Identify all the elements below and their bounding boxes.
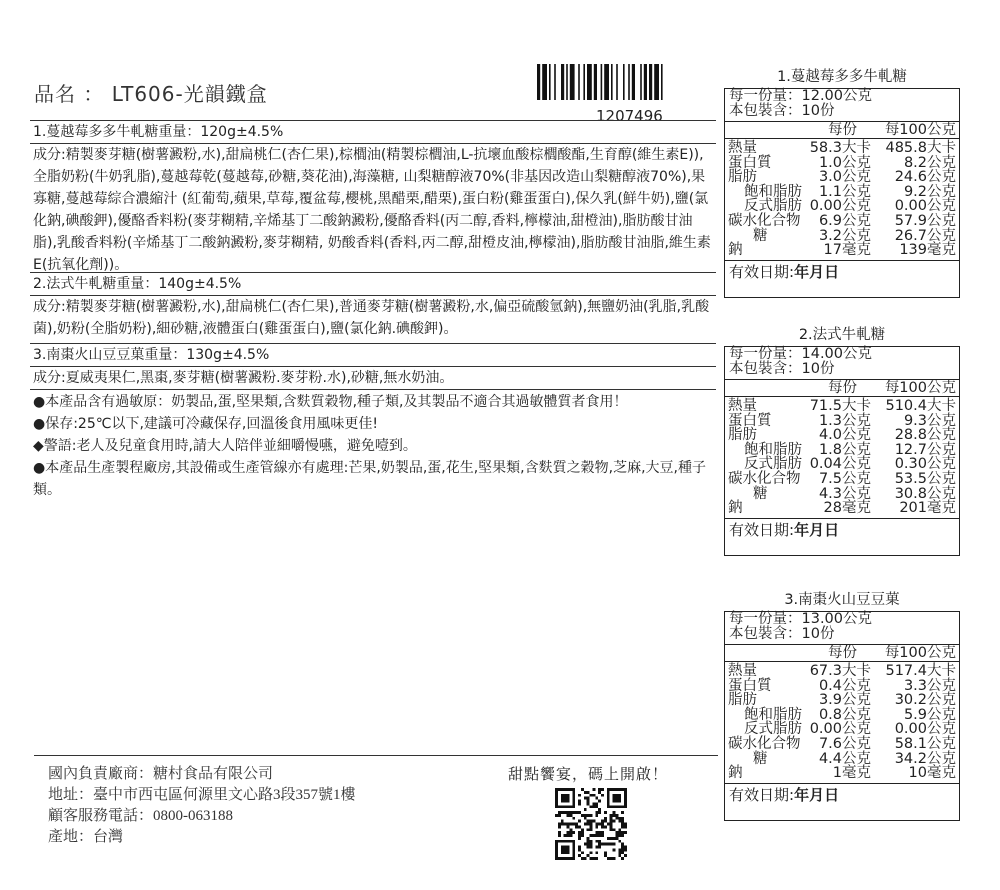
barcode-icon <box>537 64 712 100</box>
servings-per-package: 本包裝含：10份 <box>729 626 835 642</box>
serving-info <box>725 347 959 380</box>
value-per-100g: 3.3公克 <box>903 677 956 694</box>
nutrient-name: 蛋白質 <box>728 677 772 694</box>
value-per-100g: 58.1公克 <box>894 735 956 752</box>
value-per-100g: 5.9公克 <box>903 706 956 723</box>
nutrient-name: 反式脂肪 <box>744 721 802 738</box>
company-name: 國內負責廠商：糖村食品有限公司 <box>48 766 274 782</box>
nutrition-rows <box>725 139 959 260</box>
value-per-serving: 1毫克 <box>832 765 871 782</box>
expiry-date <box>725 260 959 297</box>
value-per-100g: 24.6公克 <box>894 169 956 186</box>
nutrition-row <box>725 722 959 737</box>
nutrition-table <box>724 611 960 821</box>
col-per-serving: 每份 <box>828 380 857 396</box>
value-per-100g: 34.2公克 <box>894 750 956 767</box>
nutrient-name: 熱量 <box>728 398 757 414</box>
ingredient-title: 3.南棗火山豆豆菓重量：130g±4.5% <box>30 344 716 367</box>
nutrition-row <box>725 141 959 156</box>
ingredient-section-1 <box>30 120 716 276</box>
nutrition-row <box>725 487 959 502</box>
nutrition-panel-3 <box>724 589 960 821</box>
value-per-serving: 1.1公克 <box>818 183 871 200</box>
nutrition-caption: 2.法式牛軋糖 <box>798 327 886 343</box>
expiry-label: 有效日期: <box>729 262 795 281</box>
nutrition-row <box>725 752 959 767</box>
nutrient-name: 蛋白質 <box>728 412 772 429</box>
servings-per-package: 本包裝含：10份 <box>729 361 835 377</box>
nutrition-panel-1 <box>724 66 960 298</box>
value-per-serving: 4.0公克 <box>818 427 871 444</box>
value-per-100g: 28.8公克 <box>894 427 956 444</box>
nutrient-name: 碳水化合物 <box>728 735 801 752</box>
nutrition-panel-2 <box>724 324 960 556</box>
nutrition-row <box>725 472 959 487</box>
ingredient-title: 1.蔓越莓多多牛軋糖重量：120g±4.5% <box>30 121 716 144</box>
value-per-serving: 1.3公克 <box>818 412 871 429</box>
expiry-value: 年月日 <box>794 785 840 804</box>
serving-info <box>725 89 959 122</box>
nutrient-name: 鈉 <box>728 242 743 259</box>
nutrient-name: 飽和脂肪 <box>744 706 802 723</box>
nutrition-row <box>725 229 959 244</box>
nutrition-row <box>725 170 959 185</box>
nutrition-row <box>725 664 959 679</box>
expiry-value: 年月日 <box>794 262 840 281</box>
facility-warning: ●本產品生產製程廠房,其設備或生產管線亦有處理:芒果,奶製品,蛋,花生,堅果類,含麩質之穀物,芝麻,大豆,種子類。 <box>33 460 706 498</box>
nutrition-row <box>725 693 959 708</box>
nutrient-name: 鈉 <box>728 500 743 517</box>
nutrient-name: 蛋白質 <box>728 154 772 171</box>
nutrition-table <box>724 88 960 298</box>
value-per-100g: 26.7公克 <box>894 227 956 244</box>
col-per-serving: 每份 <box>828 122 857 138</box>
value-per-serving: 67.3大卡 <box>809 663 871 679</box>
value-per-serving: 7.5公克 <box>818 470 871 487</box>
nutrient-name: 熱量 <box>728 663 757 679</box>
value-per-serving: 0.04公克 <box>809 456 871 473</box>
value-per-100g: 0.30公克 <box>894 456 956 473</box>
value-per-100g: 8.2公克 <box>903 154 956 171</box>
value-per-100g: 57.9公克 <box>894 212 956 229</box>
value-per-100g: 139毫克 <box>899 242 956 259</box>
value-per-serving: 0.00公克 <box>809 721 871 738</box>
nutrition-caption: 3.南棗火山豆豆菓 <box>784 592 900 608</box>
ingredient-body: 成分:精製麥芽糖(樹薯澱粉,水),甜扁桃仁(杏仁果),普通麥芽糖(樹薯澱粉,水,偏亞硫酸氫鈉),無鹽奶油(乳脂,乳酸菌),奶粉(全脂奶粉),細砂糖,液體蛋白(雞蛋蛋白),鹽(氯化鈉.碘酸鉀)。 <box>33 299 710 337</box>
value-per-100g: 9.3公克 <box>903 412 956 429</box>
value-per-serving: 1.0公克 <box>818 154 871 171</box>
col-per-serving: 每份 <box>828 645 857 661</box>
nutrition-row <box>725 737 959 752</box>
value-per-100g: 30.2公克 <box>894 692 956 709</box>
value-per-serving: 3.0公克 <box>818 169 871 186</box>
expiry-date <box>725 518 959 555</box>
value-per-100g: 0.00公克 <box>894 721 956 738</box>
company-origin: 產地：台灣 <box>48 829 124 845</box>
value-per-100g: 30.8公克 <box>894 485 956 502</box>
value-per-serving: 58.3大卡 <box>809 140 871 156</box>
choking-warning: ◆警語:老人及兒童食用時,請大人陪伴並細嚼慢嚥，避免噎到。 <box>33 438 417 454</box>
value-per-serving: 4.3公克 <box>818 485 871 502</box>
value-per-100g: 485.8大卡 <box>885 140 956 156</box>
serving-size: 每一份量：13.00公克 <box>729 611 873 627</box>
nutrient-name: 脂肪 <box>728 692 757 709</box>
servings-per-package: 本包裝含：10份 <box>729 103 835 119</box>
storage-note: ●保存:25℃以下,建議可冷藏保存,回溫後食用風味更佳! <box>33 416 378 432</box>
nutrient-name: 脂肪 <box>728 169 757 186</box>
nutrition-row <box>725 414 959 429</box>
product-name: 品名 ： LT606-光韻鐵盒 <box>34 82 268 106</box>
value-per-serving: 1.8公克 <box>818 441 871 458</box>
nutrient-name: 飽和脂肪 <box>744 183 802 200</box>
value-per-100g: 517.4大卡 <box>885 663 956 679</box>
nutrition-caption: 1.蔓越莓多多牛軋糖 <box>777 69 907 85</box>
nutrition-row <box>725 766 959 781</box>
value-per-serving: 7.6公克 <box>818 735 871 752</box>
nutrient-name: 糖 <box>753 750 768 767</box>
nutrition-row <box>725 399 959 414</box>
value-per-serving: 3.9公克 <box>818 692 871 709</box>
nutrition-row <box>725 156 959 171</box>
value-per-serving: 0.8公克 <box>818 706 871 723</box>
ingredient-body: 成分:夏威夷果仁,黑棗,麥芽糖(樹薯澱粉.麥芽粉.水),砂糖,無水奶油。 <box>33 370 454 386</box>
nutrient-name: 糖 <box>753 485 768 502</box>
nutrition-rows <box>725 662 959 783</box>
nutrition-rows <box>725 397 959 518</box>
value-per-serving: 6.9公克 <box>818 212 871 229</box>
value-per-serving: 17毫克 <box>823 242 871 259</box>
nutrition-row <box>725 199 959 214</box>
expiry-date <box>725 783 959 820</box>
value-per-100g: 0.00公克 <box>894 198 956 215</box>
value-per-100g: 12.7公克 <box>894 441 956 458</box>
nutrient-name: 碳水化合物 <box>728 212 801 229</box>
value-per-100g: 201毫克 <box>899 500 956 517</box>
expiry-label: 有效日期: <box>729 785 795 804</box>
ingredient-section-2 <box>30 272 716 340</box>
value-per-serving: 71.5大卡 <box>809 398 871 414</box>
nutrition-table <box>724 346 960 556</box>
nutrition-row <box>725 428 959 443</box>
nutrient-name: 脂肪 <box>728 427 757 444</box>
col-per-100g: 每100公克 <box>884 380 956 396</box>
nutrition-header <box>725 122 959 139</box>
nutrient-name: 熱量 <box>728 140 757 156</box>
nutrition-header <box>725 380 959 397</box>
value-per-100g: 53.5公克 <box>894 470 956 487</box>
nutrition-row <box>725 679 959 694</box>
expiry-value: 年月日 <box>794 520 840 539</box>
value-per-serving: 0.00公克 <box>809 198 871 215</box>
qr-code-icon[interactable] <box>555 788 627 860</box>
serving-size: 每一份量：12.00公克 <box>729 88 873 104</box>
value-per-serving: 28毫克 <box>823 500 871 517</box>
value-per-100g: 9.2公克 <box>903 183 956 200</box>
nutrient-name: 碳水化合物 <box>728 470 801 487</box>
nutrition-row <box>725 243 959 258</box>
barcode-number: 1207496 <box>596 107 663 125</box>
value-per-serving: 0.4公克 <box>818 677 871 694</box>
value-per-100g: 10毫克 <box>908 765 956 782</box>
ingredient-section-3 <box>30 343 716 390</box>
ingredient-title: 2.法式牛軋糖重量：140g±4.5% <box>30 273 716 296</box>
nutrient-name: 反式脂肪 <box>744 456 802 473</box>
nutrition-row <box>725 501 959 516</box>
expiry-label: 有效日期: <box>729 520 795 539</box>
nutrition-row <box>725 457 959 472</box>
col-per-100g: 每100公克 <box>884 122 956 138</box>
slogan: 甜點饗宴，碼上開啟！ <box>508 765 669 783</box>
value-per-serving: 3.2公克 <box>818 227 871 244</box>
nutrient-name: 糖 <box>753 227 768 244</box>
value-per-serving: 4.4公克 <box>818 750 871 767</box>
company-address: 地址：臺中市西屯區何源里文心路3段357號1樓 <box>48 787 356 803</box>
allergen-warning: ●本產品含有過敏原：奶製品,蛋,堅果類,含麩質穀物,種子類,及其製品不適合其過敏體質者食用！ <box>33 394 628 410</box>
nutrition-row <box>725 214 959 229</box>
ingredient-body: 成分:精製麥芽糖(樹薯澱粉,水),甜扁桃仁(杏仁果),棕櫚油(精製棕櫚油,L-抗壞血酸棕櫚酸酯,生育醇(維生素E)),全脂奶粉(牛奶乳脂),蔓越莓乾(蔓越莓,砂糖,葵花油),海藻糖, 山梨糖醇液70%(非基因改造山梨糖醇液70%),果寡糖,蔓越莓綜合濃縮汁 (紅葡萄,蘋果,草莓,覆盆莓,櫻桃,黑醋栗,醋栗),蛋白粉(雞蛋蛋白),保久乳(鮮牛奶),鹽(氯化鈉,碘酸鉀),優酪香料粉(麥芽糊精,辛烯基丁二酸鈉澱粉,優酪香料(丙二醇,香料,檸檬油,甜橙油),脂肪酸甘油脂),乳酸香料粉(辛烯基丁二酸鈉澱粉,麥芽糊精, 奶酸香料(香料,丙二醇,甜橙皮油,檸檬油),脂肪酸甘油脂,維生素E(抗氧化劑))。 <box>33 147 711 273</box>
company-phone: 顧客服務電話：0800-063188 <box>48 808 233 824</box>
serving-size: 每一份量：14.00公克 <box>729 346 873 362</box>
nutrient-name: 飽和脂肪 <box>744 441 802 458</box>
col-per-100g: 每100公克 <box>884 645 956 661</box>
value-per-100g: 510.4大卡 <box>885 398 956 414</box>
warnings-block <box>30 391 719 501</box>
nutrient-name: 鈉 <box>728 765 743 782</box>
nutrient-name: 反式脂肪 <box>744 198 802 215</box>
nutrition-header <box>725 645 959 662</box>
serving-info <box>725 612 959 645</box>
